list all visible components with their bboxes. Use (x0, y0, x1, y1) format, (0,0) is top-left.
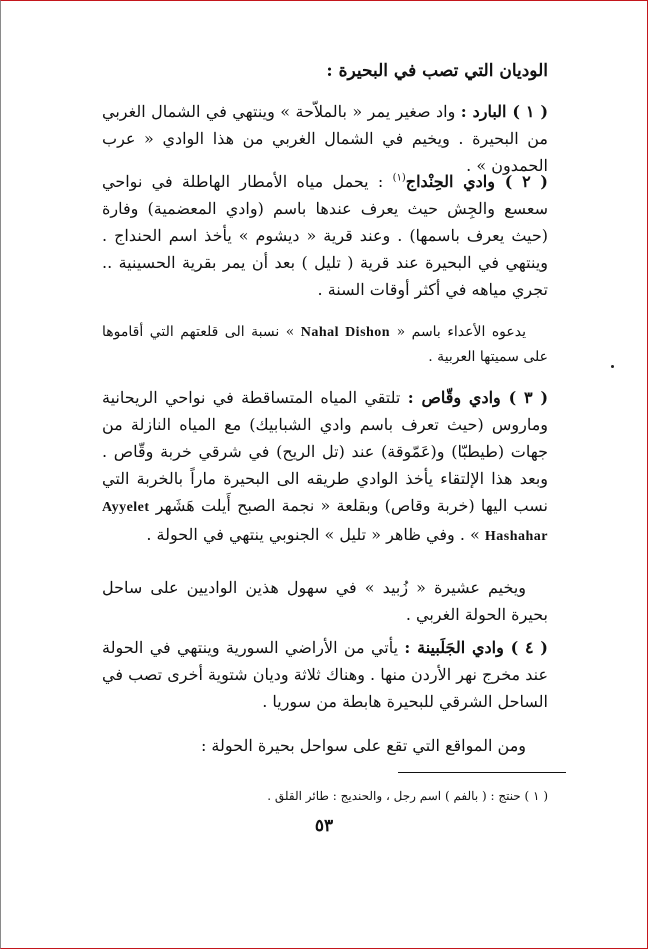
paragraph-3-after: » . وفي ظاهر « تليل » الجنوبي ينتهي في الحولة . (146, 525, 480, 544)
margin-dot (611, 365, 614, 368)
paragraph-2 (102, 168, 548, 303)
footnote (102, 786, 548, 806)
paragraph-2-lead: ( ٢ ) وادي الحِنْداج (405, 172, 549, 191)
footnote-ref: (١) (392, 172, 406, 184)
note-latin-name: Nahal Dishon (300, 325, 391, 340)
paragraph-1-text: واد صغير يمر « بالملاّحة » وينتهي في الشمال الغربي من البحيرة . ويخيم في الشمال الغربي من هذا الوادي « عرب الحمدون » . (102, 102, 548, 175)
note-before: يدعوه الأعداء باسم « (396, 324, 527, 340)
paragraph-5-lead: ( ٤ ) وادي الجَلَبينة : (404, 638, 549, 657)
heading-text: الوديان التي تصب في البحيرة : (326, 61, 548, 81)
paragraph-3-latin-name: Ayyelet Hashahar (102, 500, 548, 544)
paragraph-3 (102, 384, 548, 550)
paragraph-5-text: يأتي من الأراضي السورية وينتهي في الحولة عند مخرج نهر الأردن منها . وهناك ثلاثة وديان شتوية أخرى تصب في الساحل الشرقي للبحيرة هابطة من سوريا . (102, 638, 548, 711)
editor-note (102, 320, 548, 370)
paragraph-1-lead: ( ١ ) البارد : (460, 102, 549, 121)
paragraph-6-text: ومن المواقع التي تقع على سواحل بحيرة الحولة : (200, 736, 526, 755)
paragraph-3-lead: ( ٣ ) وادي وقّاص : (407, 388, 549, 407)
note-after: » نسبة الى قلعتهم التي أقاموها على سميتها العربية . (102, 324, 548, 365)
section-heading (102, 58, 548, 85)
paragraph-4 (102, 574, 548, 628)
paragraph-3-before: تلتقي المياه المتساقطة في نواحي الريحانية وماروس (حيث تعرف باسم وادي الشبابيك) مع المياه النازلة من جهات (طيطبّا) و(عَمّوقة) عند (تل الريح) في شرقي خربة وقّاص . وبعد هذا الإلتقاء يأخذ الوادي طريقه الى البحيرة ماراً بالخربة التي نسب اليها (خربة وقاص) وبقلعة « نجمة الصبح أَيلت هَشَهر (102, 388, 548, 515)
paragraph-2-text: : يحمل مياه الأمطار الهاطلة في نواحي سعسع والجِش حيث يعرف عندها باسم (وادي المعضمية) وفارة (حيث يعرف باسمها) . وعند قرية « ديشوم » يأخذ اسم الحنداج . وينتهي في البحيرة عند قرية ( تليل ) بعد أن يمر بقرية الحسينية .. تجري مياهه في أكثر أوقات السنة . (102, 172, 548, 299)
paragraph-4-text: ويخيم عشيرة « زُبيد » في سهول هذين الواديين على ساحل بحيرة الحولة الغربي . (102, 578, 548, 624)
footnote-text: ( ١ ) حنتج : ( بالفم ) اسم رجل ، والحنديج : طائر القلق . (267, 789, 548, 803)
paragraph-1 (102, 98, 548, 179)
paragraph-5 (102, 634, 548, 715)
footnote-divider (398, 772, 566, 773)
page-number: ٥٣ (314, 816, 334, 836)
paragraph-6 (102, 732, 548, 759)
